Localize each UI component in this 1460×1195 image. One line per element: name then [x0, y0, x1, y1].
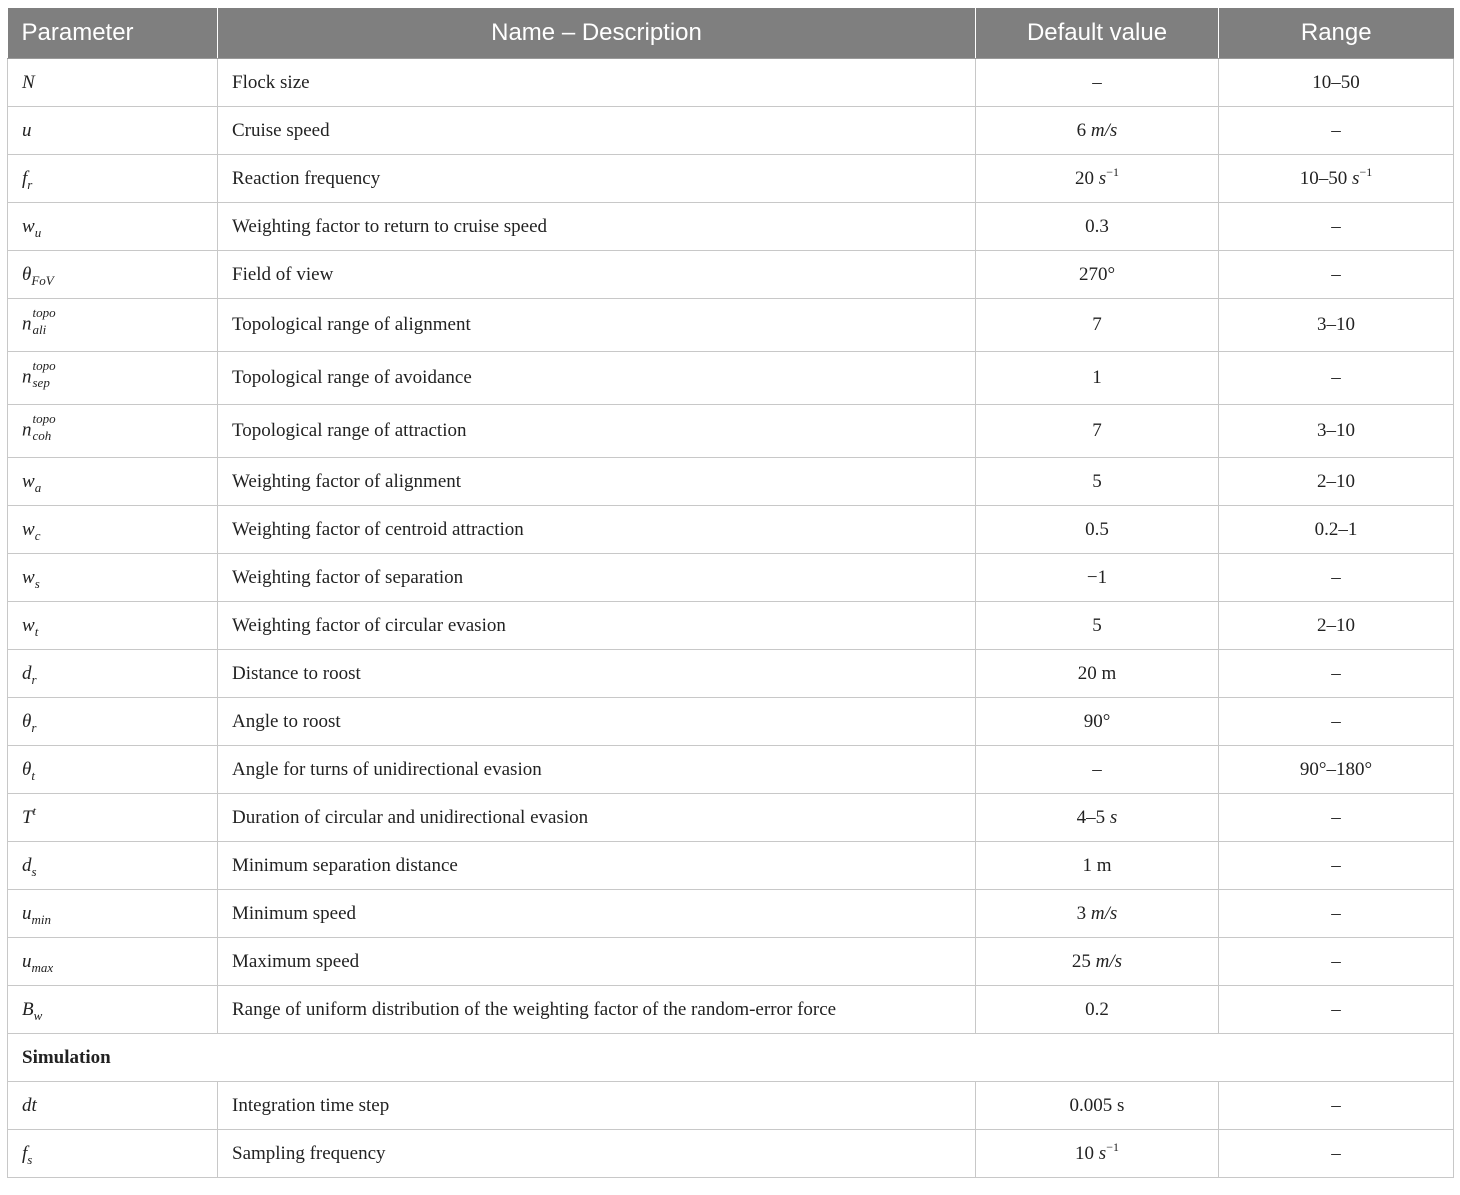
- header-name-description: Name – Description: [218, 8, 976, 59]
- default-value-cell: [976, 842, 1219, 890]
- param-symbol: w: [22, 470, 35, 492]
- range-value: –: [1331, 950, 1341, 972]
- table-row: [8, 746, 1454, 794]
- def-value: 20 m: [1077, 662, 1117, 684]
- description-cell: Weighting factor of separation: [218, 554, 976, 602]
- parameter-cell: [8, 1082, 218, 1130]
- range-value: 90°–180°: [1299, 758, 1373, 780]
- param-symbol: f: [22, 167, 28, 189]
- def-unit: s: [1098, 1142, 1107, 1164]
- table-row: [8, 842, 1454, 890]
- param-symbol: N: [22, 71, 35, 93]
- param-symbol: n: [22, 419, 32, 441]
- description-cell: Weighting factor of alignment: [218, 458, 976, 506]
- description-cell: Minimum separation distance: [218, 842, 976, 890]
- range-cell: [1219, 299, 1454, 352]
- range-cell: [1219, 554, 1454, 602]
- range-value: 3–10: [1317, 314, 1355, 335]
- param-subscript: s: [31, 863, 37, 879]
- table-row: [8, 59, 1454, 107]
- def-value: 6: [1076, 119, 1087, 141]
- parameter-cell: [8, 554, 218, 602]
- param-subscript: r: [31, 671, 37, 687]
- param-symbol: w: [22, 566, 35, 588]
- range-cell: [1219, 506, 1454, 554]
- header-parameter: Parameter: [8, 8, 218, 59]
- range-value: –: [1331, 902, 1341, 924]
- description-cell: Field of view: [218, 251, 976, 299]
- param-symbol: B: [22, 998, 34, 1020]
- range-value: –: [1331, 1094, 1341, 1116]
- def-unit: m/s: [1095, 950, 1123, 972]
- default-value-cell: [976, 986, 1219, 1034]
- param-subscript: s: [34, 575, 40, 591]
- param-script-box: [32, 305, 73, 340]
- range-cell: [1219, 352, 1454, 405]
- table-row: [8, 698, 1454, 746]
- parameter-cell: [8, 299, 218, 352]
- default-value-cell: [976, 938, 1219, 986]
- range-cell: [1219, 746, 1454, 794]
- param-subscript: t: [31, 767, 35, 783]
- def-value: 3: [1076, 902, 1087, 924]
- def-exponent: −1: [1106, 164, 1119, 179]
- default-value-cell: [976, 794, 1219, 842]
- def-value: −1: [1086, 566, 1108, 588]
- def-value: 90°: [1083, 710, 1111, 732]
- description-cell: Sampling frequency: [218, 1130, 976, 1178]
- parameter-cell: [8, 107, 218, 155]
- def-value: 1 m: [1082, 854, 1112, 876]
- description-cell: Maximum speed: [218, 938, 976, 986]
- range-cell: [1219, 59, 1454, 107]
- param-subscript: u: [34, 224, 42, 240]
- def-value: 7: [1092, 314, 1102, 335]
- range-cell: [1219, 890, 1454, 938]
- range-cell: [1219, 203, 1454, 251]
- range-value: –: [1331, 119, 1341, 141]
- param-subscript: w: [33, 1007, 43, 1023]
- default-value-cell: [976, 352, 1219, 405]
- param-subscript: r: [31, 719, 37, 735]
- default-value-cell: [976, 299, 1219, 352]
- range-cell: [1219, 986, 1454, 1034]
- default-value-cell: [976, 1082, 1219, 1130]
- range-value: –: [1331, 1142, 1341, 1164]
- param-symbol: θ: [22, 263, 32, 285]
- def-value: 1: [1092, 367, 1102, 388]
- param-symbol: dt: [22, 1094, 37, 1116]
- def-value: 20: [1075, 167, 1095, 189]
- def-value: 5: [1092, 614, 1102, 636]
- range-value: 2–10: [1317, 614, 1355, 636]
- description-cell: Cruise speed: [218, 107, 976, 155]
- range-value: –: [1331, 263, 1341, 285]
- header-range: Range: [1219, 8, 1454, 59]
- parameter-cell: [8, 458, 218, 506]
- range-cell: [1219, 1130, 1454, 1178]
- parameter-cell: [8, 59, 218, 107]
- table-row: [8, 251, 1454, 299]
- default-value-cell: [976, 155, 1219, 203]
- description-cell: Reaction frequency: [218, 155, 976, 203]
- parameter-cell: [8, 842, 218, 890]
- table-row: [8, 794, 1454, 842]
- def-value: 7: [1092, 420, 1102, 441]
- range-cell: [1219, 107, 1454, 155]
- default-value-cell: [976, 602, 1219, 650]
- parameter-cell: [8, 506, 218, 554]
- def-value: 0.005 s: [1069, 1094, 1125, 1116]
- def-value: 0.2: [1085, 998, 1109, 1020]
- def-exponent: −1: [1106, 1139, 1119, 1154]
- table-row: [8, 506, 1454, 554]
- param-symbol: w: [22, 518, 35, 540]
- parameter-cell: [8, 251, 218, 299]
- default-value-cell: [976, 890, 1219, 938]
- range-cell: [1219, 1082, 1454, 1130]
- range-value: –: [1331, 566, 1341, 588]
- parameter-cell: [8, 938, 218, 986]
- param-subscript: t: [34, 623, 39, 639]
- param-subscript: coh: [32, 428, 52, 443]
- param-symbol: θ: [22, 710, 32, 732]
- description-cell: Distance to roost: [218, 650, 976, 698]
- table-row: [8, 352, 1454, 405]
- range-value: –: [1331, 710, 1341, 732]
- range-value: 3–10: [1317, 420, 1355, 441]
- description-cell: Range of uniform distribution of the weighting factor of the random-error force: [218, 986, 976, 1034]
- param-subscript: a: [34, 479, 42, 495]
- range-value: –: [1331, 998, 1341, 1020]
- table-body: [8, 59, 1454, 1178]
- description-cell: Topological range of attraction: [218, 405, 976, 458]
- def-unit: m/s: [1090, 902, 1118, 924]
- parameter-cell: [8, 650, 218, 698]
- default-value-cell: [976, 1130, 1219, 1178]
- parameter-cell: [8, 602, 218, 650]
- param-subscript: ali: [32, 322, 47, 337]
- range-value: –: [1331, 854, 1341, 876]
- section-row: [8, 1034, 1454, 1082]
- table-row: [8, 405, 1454, 458]
- param-script-box: [32, 358, 73, 393]
- range-value: –: [1331, 806, 1341, 828]
- range-cell: [1219, 794, 1454, 842]
- parameter-cell: [8, 352, 218, 405]
- param-superscript: t: [32, 803, 36, 818]
- param-superscript: topo: [32, 411, 56, 426]
- table-row: [8, 1130, 1454, 1178]
- table-row: [8, 554, 1454, 602]
- table-row: [8, 1082, 1454, 1130]
- range-value: –: [1331, 367, 1341, 388]
- description-cell: Weighting factor of circular evasion: [218, 602, 976, 650]
- param-subscript: r: [27, 176, 33, 192]
- def-value: 0.5: [1085, 518, 1109, 540]
- table-row: [8, 986, 1454, 1034]
- parameter-table-container: [7, 8, 1453, 1178]
- default-value-cell: [976, 698, 1219, 746]
- description-cell: Flock size: [218, 59, 976, 107]
- parameter-cell: [8, 203, 218, 251]
- range-value: 2–10: [1317, 470, 1355, 492]
- def-value: –: [1092, 71, 1102, 93]
- header-default-value: Default value: [976, 8, 1219, 59]
- default-value-cell: [976, 203, 1219, 251]
- range-cell: [1219, 698, 1454, 746]
- default-value-cell: [976, 405, 1219, 458]
- table-row: [8, 938, 1454, 986]
- def-value: 270°: [1078, 263, 1116, 285]
- default-value-cell: [976, 554, 1219, 602]
- def-value: 4–5: [1076, 806, 1106, 828]
- param-symbol: n: [22, 313, 32, 335]
- param-subscript: max: [31, 959, 54, 975]
- default-value-cell: [976, 107, 1219, 155]
- range-cell: [1219, 405, 1454, 458]
- table-row: [8, 650, 1454, 698]
- param-subscript: c: [34, 527, 41, 543]
- param-symbol: w: [22, 614, 35, 636]
- range-cell: [1219, 842, 1454, 890]
- param-superscript: topo: [32, 305, 56, 320]
- parameter-cell: [8, 698, 218, 746]
- table-row: [8, 890, 1454, 938]
- param-symbol: u: [22, 950, 32, 972]
- parameter-cell: [8, 986, 218, 1034]
- def-unit: s: [1098, 167, 1107, 189]
- param-symbol: T: [22, 806, 33, 828]
- description-cell: Angle to roost: [218, 698, 976, 746]
- range-unit: s: [1352, 167, 1360, 189]
- range-exponent: −1: [1359, 164, 1373, 179]
- description-cell: Topological range of alignment: [218, 299, 976, 352]
- description-cell: Topological range of avoidance: [218, 352, 976, 405]
- param-symbol: θ: [22, 758, 32, 780]
- section-label: Simulation: [8, 1034, 1454, 1082]
- parameter-table: [7, 8, 1454, 1178]
- parameter-cell: [8, 1130, 218, 1178]
- range-cell: [1219, 602, 1454, 650]
- param-script-box: [32, 411, 73, 446]
- header-row: [8, 8, 1454, 59]
- description-cell: Duration of circular and unidirectional evasion: [218, 794, 976, 842]
- default-value-cell: [976, 458, 1219, 506]
- parameter-cell: [8, 405, 218, 458]
- range-value: 10–50: [1299, 167, 1348, 189]
- table-row: [8, 203, 1454, 251]
- def-unit: s: [1109, 806, 1118, 828]
- param-subscript: min: [31, 911, 51, 927]
- parameter-cell: [8, 890, 218, 938]
- parameter-cell: [8, 746, 218, 794]
- param-symbol: d: [22, 854, 32, 876]
- description-cell: Angle for turns of unidirectional evasion: [218, 746, 976, 794]
- param-symbol: u: [22, 119, 32, 141]
- range-cell: [1219, 938, 1454, 986]
- param-symbol: d: [22, 662, 32, 684]
- default-value-cell: [976, 746, 1219, 794]
- parameter-cell: [8, 794, 218, 842]
- def-value: 25: [1071, 950, 1091, 972]
- description-cell: Minimum speed: [218, 890, 976, 938]
- range-value: –: [1331, 662, 1341, 684]
- range-value: –: [1331, 215, 1341, 237]
- param-symbol: w: [22, 215, 35, 237]
- range-cell: [1219, 251, 1454, 299]
- def-unit: m/s: [1090, 119, 1118, 141]
- parameter-cell: [8, 155, 218, 203]
- def-value: –: [1092, 758, 1102, 780]
- default-value-cell: [976, 506, 1219, 554]
- description-cell: Weighting factor of centroid attraction: [218, 506, 976, 554]
- param-symbol: u: [22, 902, 32, 924]
- description-cell: Integration time step: [218, 1082, 976, 1130]
- table-row: [8, 602, 1454, 650]
- table-row: [8, 299, 1454, 352]
- def-value: 5: [1092, 470, 1102, 492]
- param-subscript: sep: [32, 375, 50, 390]
- param-subscript: s: [27, 1151, 33, 1167]
- range-cell: [1219, 155, 1454, 203]
- table-row: [8, 107, 1454, 155]
- range-value: 0.2–1: [1314, 518, 1358, 540]
- param-subscript: FoV: [31, 272, 54, 288]
- default-value-cell: [976, 251, 1219, 299]
- range-cell: [1219, 458, 1454, 506]
- param-superscript: topo: [32, 358, 56, 373]
- def-value: 0.3: [1085, 215, 1109, 237]
- def-value: 10: [1075, 1142, 1095, 1164]
- default-value-cell: [976, 59, 1219, 107]
- table-row: [8, 458, 1454, 506]
- range-cell: [1219, 650, 1454, 698]
- param-symbol: f: [22, 1142, 28, 1164]
- range-value: 10–50: [1312, 71, 1360, 93]
- param-symbol: n: [22, 366, 32, 388]
- default-value-cell: [976, 650, 1219, 698]
- description-cell: Weighting factor to return to cruise speed: [218, 203, 976, 251]
- table-row: [8, 155, 1454, 203]
